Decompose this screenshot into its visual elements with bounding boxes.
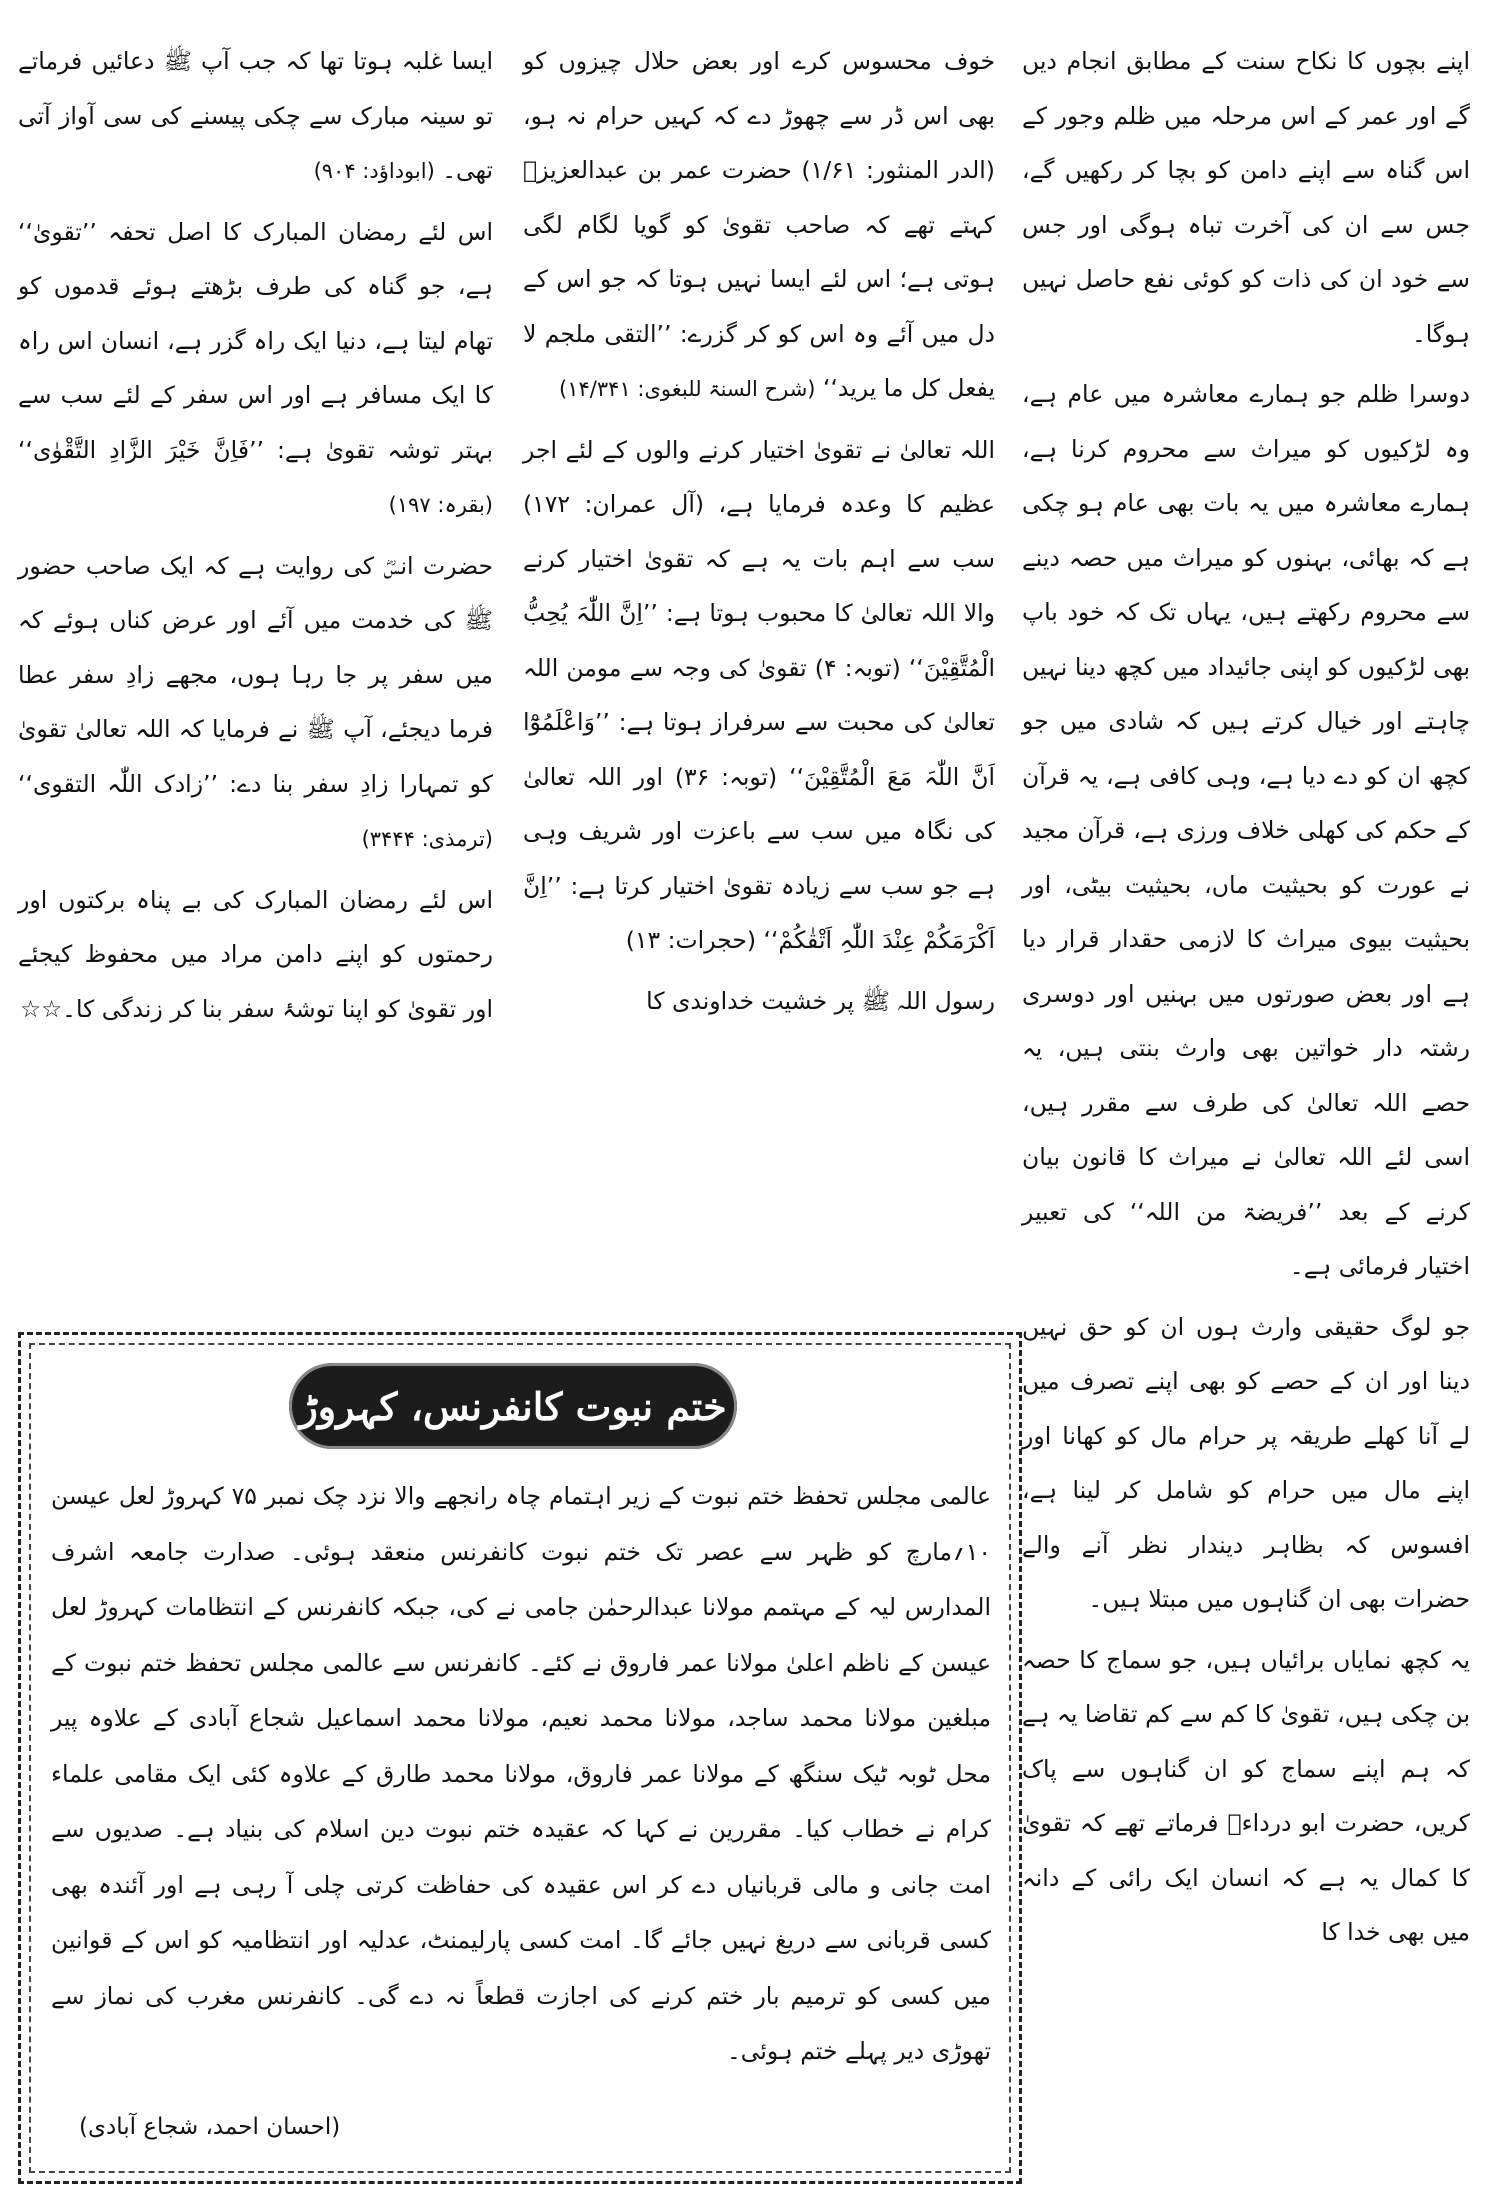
paragraph: دوسرا ظلم جو ہمارے معاشرہ میں عام ہے، وہ لڑکیوں کو میراث سے محروم کرنا ہے، ہمارے معاشرہ میں یہ بات بھی عام ہو چکی ہے کہ بھائی، بہنوں کو میراث میں حصہ دینے سے محروم رکھتے ہیں، یہاں تک کہ خود باپ بھی لڑکیوں کو اپنی جائیداد میں کچھ دینا نہیں چاہتے اور خیال کرتے ہیں کہ شادی میں جو کچھ ان کو دے دیا ہے، وہی کافی ہے، یہ قرآن کے حکم کی کھلی خلاف ورزی ہے، قرآن مجید نے عورت کو بحیثیت ماں، بحیثیت بیٹی، اور بحیثیت بیوی میراث کا لازمی حقدار قرار دیا ہے اور بعض صورتوں میں بہنیں اور دوسری رشتہ دار خواتین بھی وارث بنتی ہیں، یہ حصے اللہ تعالیٰ کی طرف سے مقرر ہیں، اسی لئے اللہ تعالیٰ نے میراث کا قانون بیان کرنے کے بعد ’’فریضۃ من اللہ‘‘ کی تعبیر اختیار فرمائی ہے۔	[1022, 380, 1470, 1280]
article-column-right	[1022, 34, 1470, 1966]
paragraph-text: خوف محسوس کرے اور بعض حلال چیزوں کو بھی اس ڈر سے چھوڑ دے کہ کہیں حرام نہ ہو، (الدر المنثور: ۱/۶۱) حضرت عمر بن عبدالعزیزؒ کہتے تھے کہ صاحب تقویٰ کو گویا لگام لگی ہوتی ہے؛ اس لئے ایسا نہیں ہوتا کہ جو اس کے دل میں آئے وہ اس کو کر گزرے: ’’التقی ملجم لا یفعل کل ما یرید‘‘	[523, 47, 995, 402]
citation: (ترمذی: ۳۴۴۴)	[361, 827, 493, 851]
paragraph: اپنے بچوں کا نکاح سنت کے مطابق انجام دیں گے اور عمر کے اس مرحلہ میں ظلم وجور کے اس گناہ سے اپنے دامن کو بچا کر رکھیں گے، جس سے ان کی آخرت تباہ ہوگی اور جس سے خود ان کی ذات کو کوئی نفع حاصل نہیں ہوگا۔	[1022, 47, 1470, 348]
citation: (بقرہ: ۱۹۷)	[388, 493, 493, 517]
paragraph: اس لئے رمضان المبارک کی بے پناہ برکتوں اور رحمتوں کو اپنے دامن مراد میں محفوظ کیجئے اور تقویٰ کو اپنا توشۂ سفر بنا کر زندگی کا۔☆☆	[18, 885, 493, 1023]
paragraph-text: اس لئے رمضان المبارک کا اصل تحفہ ’’تقویٰ‘‘ ہے، جو گناہ کی طرف بڑھتے ہوئے قدموں کو تھام لیتا ہے، دنیا ایک راہ گزر ہے، انسان اس راہ کا ایک مسافر ہے اور اس سفر کے لئے سب سے بہتر توشہ تقویٰ ہے: ’’فَاِنَّ خَیْرَ الزَّادِ التَّقْوٰی‘‘	[18, 217, 493, 464]
paragraph	[18, 205, 493, 533]
news-box	[18, 1332, 1022, 2184]
paragraph: رسول اللہ ﷺ پر خشیت خداوندی کا	[646, 986, 995, 1015]
citation: (شرح السنۃ للبغوی: ۱۴/۳۴۱)	[559, 377, 816, 401]
article-column-middle	[523, 34, 995, 1034]
news-box-credit: (احسان احمد، شجاع آبادی)	[79, 2114, 341, 2140]
news-box-title: ختم نبوت کانفرنس، کہروڑ	[289, 1363, 737, 1449]
paragraph-text: حضرت انسؓ کی روایت ہے کہ ایک صاحب حضور ﷺ کی خدمت میں آئے اور عرض کناں ہوئے کہ میں سفر پر جا رہا ہوں، مجھے زادِ سفر عطا فرما دیجئے، آپ ﷺ نے فرمایا کہ اللہ تعالیٰ تقویٰ کو تمہارا زادِ سفر بنا دے: ’’زادک اللّٰہ التقوی‘‘	[18, 551, 493, 798]
paragraph-text: ایسا غلبہ ہوتا تھا کہ جب آپ ﷺ دعائیں فرماتے تو سینہ مبارک سے چکی پیسنے کی سی آواز آتی تھی۔	[18, 47, 493, 184]
citation: (ابوداؤد: ۹۰۴)	[313, 159, 435, 183]
paragraph	[523, 34, 995, 417]
paragraph: یہ کچھ نمایاں برائیاں ہیں، جو سماج کا حصہ بن چکی ہیں، تقویٰ کا کم سے کم تقاضا یہ ہے کہ ہم اپنے سماج کو ان گناہوں سے پاک کریں، حضرت ابو درداءؓ فرماتے تھے کہ تقویٰ کا کمال یہ ہے کہ انسان ایک رائی کے دانہ میں بھی خدا کا	[1022, 1645, 1470, 1946]
article-column-left	[18, 34, 493, 1042]
news-box-body	[51, 1469, 991, 2080]
paragraph: جو لوگ حقیقی وارث ہوں ان کو حق نہیں دینا اور ان کے حصے کو بھی اپنے تصرف میں لے آنا کھلے طریقہ پر حرام مال کو کھانا اور اپنے مال میں حرام کو شامل کر لینا ہے، افسوس کہ بظاہر دیندار نظر آنے والے حضرات بھی ان گناہوں میں مبتلا ہیں۔	[1022, 1312, 1470, 1613]
paragraph: اللہ تعالیٰ نے تقویٰ اختیار کرنے والوں کے لئے اجر عظیم کا وعدہ فرمایا ہے، (آل عمران: ۱۷۲) سب سے اہم بات یہ ہے کہ تقویٰ اختیار کرنے والا اللہ تعالیٰ کا محبوب ہوتا ہے: ’’اِنَّ اللّٰہَ یُحِبُّ الْمُتَّقِیْنَ‘‘ (توبہ: ۴) تقویٰ کی وجہ سے مومن اللہ تعالیٰ کی محبت سے سرفراز ہوتا ہے: ’’وَاعْلَمُوْٓا اَنَّ اللّٰہَ مَعَ الْمُتَّقِیْنَ‘‘ (توبہ: ۳۶) اور اللہ تعالیٰ کی نگاہ میں سب سے باعزت اور شریف وہی ہے جو سب سے زیادہ تقویٰ اختیار کرتا ہے: ’’اِنَّ اَکْرَمَکُمْ عِنْدَ اللّٰہِ اَتْقٰکُمْ‘‘ (حجرات: ۱۳)	[523, 435, 995, 954]
news-paragraph: عالمی مجلس تحفظ ختم نبوت کے زیر اہتمام چاہ رانجھے والا نزد چک نمبر ۷۵ کہروڑ لعل عیسن ۱۰؍مارچ کو ظہر سے عصر تک ختم نبوت کانفرنس منعقد ہوئی۔ صدارت جامعہ اشرف المدارس لیہ کے مہتمم مولانا عبدالرحمٰن جامی نے کی، جبکہ کانفرنس کے انتظامات کہروڑ لعل عیسن کے ناظم اعلیٰ مولانا عمر فاروق نے کئے۔ کانفرنس سے عالمی مجلس تحفظ ختم نبوت کے مبلغین مولانا محمد ساجد، مولانا محمد نعیم، مولانا محمد اسماعیل شجاع آبادی کے علاوہ پیر محل ٹوبہ ٹیک سنگھ کے مولانا عمر فاروق، مولانا محمد طارق کے علاوہ کئی ایک مقامی علماء کرام نے خطاب کیا۔ مقررین نے کہا کہ عقیدہ ختم نبوت دین اسلام کی بنیاد ہے۔ صدیوں سے امت جانی و مالی قربانیاں دے کر اس عقیدہ کی حفاظت کرتی چلی آ رہی ہے اور آئندہ بھی کسی قربانی سے دریغ نہیں جائے گا۔ امت کسی پارلیمنٹ، عدلیہ اور انتظامیہ کو اس کے قوانین میں کسی کو ترمیم بار ختم کرنے کی اجازت قطعاً نہ دے گی۔ کانفرنس مغرب کی نماز سے تھوڑی دیر پہلے ختم ہوئی۔	[51, 1482, 991, 2065]
paragraph	[18, 34, 493, 199]
paragraph	[18, 539, 493, 867]
